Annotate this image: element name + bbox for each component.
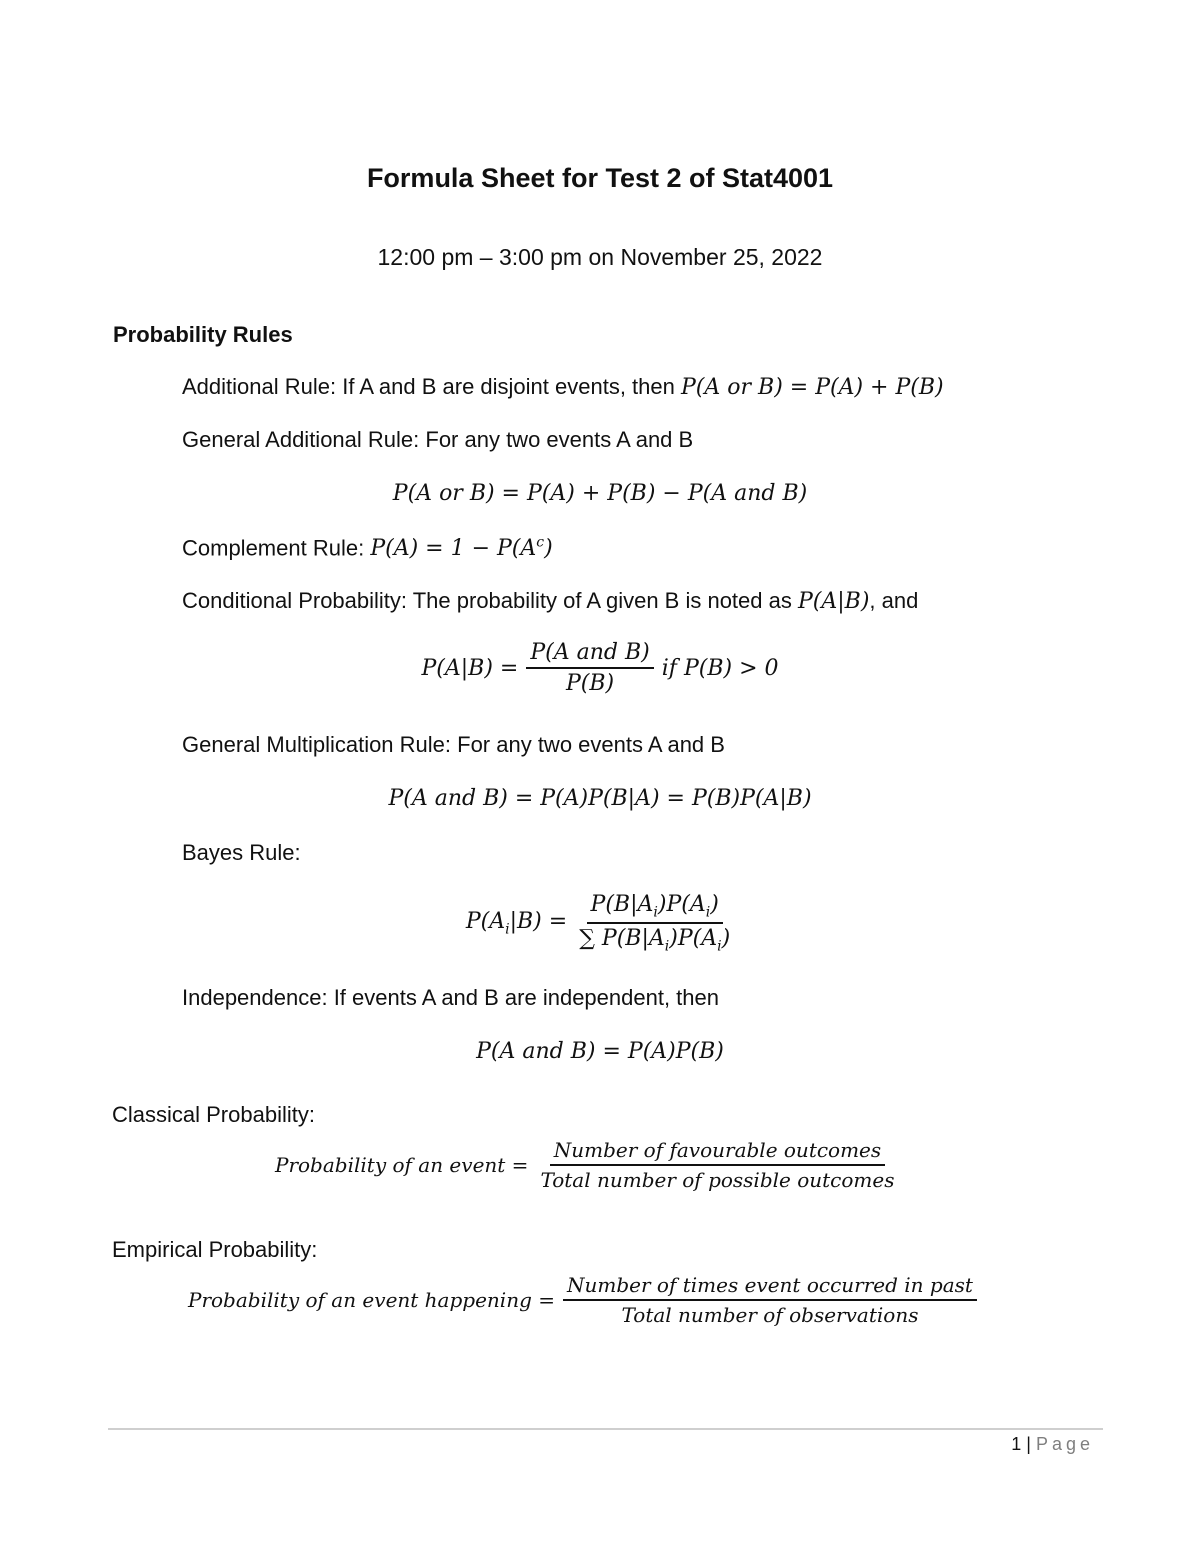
- general-additional-rule-text: General Additional Rule: For any two events A and B: [182, 427, 694, 452]
- general-additional-rule-formula: P(A or B) = P(A) + P(B) − P(A and B): [392, 481, 808, 506]
- complement-rule-text: Complement Rule:: [182, 535, 371, 561]
- bayes-rule-formula: $P(A_i|B)$ = $\frac{P(B|A_i)P(A_i)}{\sum P(B|A_i)P(A_i)}$: [0, 892, 1200, 955]
- complement-rule-formula: $P(A) = 1 - P(A^c)$: [370, 535, 553, 562]
- footer-divider: [108, 1428, 1103, 1430]
- empirical-probability-heading: Empirical Probability:: [112, 1237, 318, 1262]
- general-multiplication-rule-text: General Multiplication Rule: For any two events A and B: [182, 732, 725, 757]
- bayes-fraction: $\frac{P(B|A_i)P(A_i)}{\sum P(B|A_i)P(A_i)}$: [579, 892, 731, 955]
- conditional-probability-line: Conditional Probability: The probability of A given B is noted as P(A|B), and: [182, 588, 919, 614]
- independence-text: Independence: If events A and B are independent, then: [182, 985, 719, 1010]
- section-heading-probability-rules: Probability Rules: [113, 322, 293, 347]
- page-footer: [1011, 1434, 1094, 1455]
- conditional-notation: P(A|B): [797, 589, 870, 614]
- independence-formula: P(A and B) = P(A)P(B): [476, 1039, 724, 1064]
- classical-probability-heading: Classical Probability:: [112, 1102, 315, 1127]
- general-multiplication-rule-formula: P(A and B) = P(A)P(B|A) = P(B)P(A|B): [388, 786, 812, 811]
- classical-fraction: $\frac{\text{Number of favourable outcomes}}{\text{Total number of possible outcomes}}$: [540, 1138, 895, 1192]
- page-number: 1: [1011, 1434, 1022, 1454]
- additional-rule-text: Additional Rule: If A and B are disjoint events, then: [182, 374, 681, 399]
- bayes-rule-text: Bayes Rule:: [182, 840, 301, 865]
- page-word: Page: [1035, 1434, 1094, 1454]
- complement-rule-line: [182, 535, 553, 561]
- classical-probability-formula: Probability of an event = $\frac{\text{Number of favourable outcomes}}{\text{Total number of possible outcomes}}$: [275, 1138, 940, 1192]
- exam-time-subtitle: 12:00 pm – 3:00 pm on November 25, 2022: [377, 244, 823, 270]
- document-title: Formula Sheet for Test 2 of Stat4001: [366, 163, 834, 193]
- additional-rule-formula: P(A or B) = P(A) + P(B): [681, 375, 944, 400]
- additional-rule-line: [182, 374, 944, 400]
- conditional-probability-formula: P(A|B) = $\frac{\text{P(A and B)}}{P(B)}$ if P(B) > 0: [421, 640, 779, 696]
- conditional-fraction: $\frac{\text{P(A and B)}}{P(B)}$: [526, 640, 653, 696]
- conditional-probability-text: Conditional Probability: The probability of A given B is noted as: [182, 588, 798, 613]
- empirical-probability-formula: Probability of an event happening = $\frac{\text{Number of times event occurred in past}}{\text{Total number of observations}}$: [188, 1273, 1028, 1327]
- empirical-fraction: $\frac{\text{Number of times event occurred in past}}{\text{Total number of observations}}$: [563, 1273, 977, 1327]
- footer-separator: |: [1026, 1434, 1031, 1454]
